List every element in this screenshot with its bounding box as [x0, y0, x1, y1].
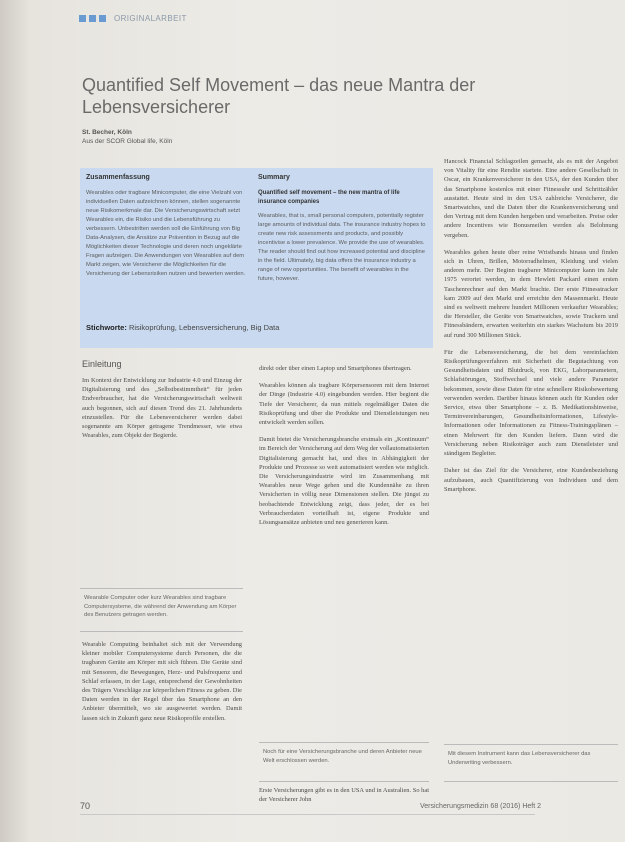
- page-number: 70: [80, 801, 91, 811]
- paragraph: Wearables gehen heute über reine Wristbands hinaus und finden sich in Uhren, Brillen, Motorradhelmen, Kleidung und vielen anderen mehr. Der Beginn tragbarer Minicomputer kann im Jahr 1975 verortet werden, in dem Hewlett Packard einen ersten Taschenrechner auf den Markt brachte. Der erste Fitnesstracker kam 2009 auf den Markt und erreichte den Massenmarkt. Heute sind es weltweit mehrere hundert Millionen verkaufter Wearables; die Hersteller, die Geräte von Smartwatches, sowie Trackern und Fitnessbändern, erwarten weiterhin ein starkes Wachstum bis 2019 auf rund 300 Millionen Stück.: [444, 248, 618, 339]
- article-title: Quantified Self Movement – das neue Mantra der Lebensversicherer: [82, 75, 476, 117]
- paragraph: Hancock Financial Schlagzeilen gemacht, als es mit der Angebot von Vitality für eine Rendite startete. Eine andere Gesellschaft in Oscar, ein Krankenversicherer in den USA, der den Kunden über das Smartphone kostenlos mit einer Fitnessuhr und Schrittzähler ausstattet. Heute sind in den USA zahlreiche Versicherer, die Smartwatches, und die Daten über die Krankenversicherung und den Vertrag mit dem Kunden hergeben und verarbeiten. Preise oder andere Incentives wie Bonusmeilen werden als Belohnung vergeben.: [444, 158, 618, 239]
- abstract-heading-en: Summary: [258, 174, 290, 181]
- blue-square-icon: [99, 15, 106, 22]
- callout-box: Wearable Computer oder kurz Wearables sind tragbare Computersysteme, die während der Anwendung am Körper des Benutzers getragen werden.: [80, 588, 243, 632]
- paragraph: Daher ist das Ziel für die Versicherer, eine Kundenbeziehung aufzubauen, auch Quantifizierung von Individuen und dem Smartphone.: [444, 467, 618, 493]
- abstract-german: [86, 174, 251, 279]
- text-column-1-lower: [82, 640, 242, 795]
- author-block: [82, 128, 172, 146]
- footer-divider: [80, 814, 535, 815]
- paragraph: Für die Lebensversicherung, die bei dem vereinfachten Risikoprüfungsverfahren mit Sicherheit die Begutachtung von Gesundheitsdaten und Blutdruck, von EKG, Laborparametern, Schlafstörungen, Stoffwechsel und viele andere Parameter bekommen, sowie diese Daten für eine schnellere Risikobewertung verwenden werden. Darüber hinaus können auch für Kunden oder Service, etwa über Smartphone – z. B. Medikationshinweise, Terminvereinbarungen, Gesundheitsinformationen, Lifestyle-Informationen oder Informationen zu Fitness-Trainingsplänen – einen Mehrwert für den Kunden liefern. Dann wird die Versicherung neben Risikoträger auch zum Dienstleister und ständigem Begleiter.: [444, 348, 618, 458]
- abstract-english: [258, 174, 426, 284]
- keywords-label: Stichworte:: [86, 323, 127, 332]
- keywords-text: Risikoprüfung, Lebensversicherung, Big Data: [128, 323, 280, 332]
- paragraph: Damit bietet die Versicherungsbranche erstmals ein „Kontinuum“ im Bereich der Versicherung auf dem Weg der vollautomatisierten Digitalisierung gemacht hat, und dies in Abhängigkeit der Produkte und Prozesse so weit automatisiert werden wie möglich. Die Versicherungsindustrie wird im Zusammenhang mit Wearables neue Wege gehen und die Kundennähe zu ihren Versicherten in völlig neue Dimensionen stellen. Die jüngst zu beobachtende Entwicklung zeigt, dass jeder, der es bei Verbraucherdaten vorteilhaft ist, eigene Produkte und Lösungsansätze anbieten und neu generieren kann.: [259, 436, 429, 527]
- text-column-3: [444, 157, 618, 737]
- section-header: [79, 14, 187, 23]
- abstract-text-de: Wearables oder tragbare Minicomputer, die eine Vielzahl von individuellen Daten aufzeichnen können, stellen sogenannte neue Risikomerkmale dar. Die Versicherungswirtschaft setzt Wearables ein, die Risiko und die Lebensführung zu verbessern. Unbestritten werden soll die Einführung von Big Data-Analysen, die Ansätze zur Prävention in Bezug auf die Möglichkeiten dieser Technologie und deren noch ungeklärte Fragen aufzeigen. Die Anwendungen von Wearables auf dem Markt zeigen, wie Versicherer die Möglichkeiten für die Versicherung der Lebensrisiken nutzen und bewerten werden.: [86, 190, 246, 277]
- blue-square-icon: [89, 15, 96, 22]
- section-heading-intro: Einleitung: [82, 359, 122, 369]
- text-column-2-lower: [259, 786, 429, 804]
- abstract-heading-de: Zusammenfassung: [86, 174, 150, 181]
- page-gutter-shadow: [0, 0, 30, 842]
- journal-reference: Versicherungsmedizin 68 (2016) Heft 2: [420, 803, 542, 810]
- abstract-subheading-en: Quantified self movement – the new mantra of life insurance companies: [258, 190, 400, 205]
- paragraph: Erste Versicherungen gibt es in den USA und in Australien. So hat der Versicherer John: [259, 787, 429, 804]
- author-name: St. Becher, Köln: [82, 129, 132, 136]
- section-label: ORIGINALARBEIT: [114, 14, 187, 23]
- blue-square-icon: [79, 15, 86, 22]
- paragraph: direkt oder über einen Laptop und Smartphones übertragen.: [259, 365, 412, 372]
- text-column-1: [82, 376, 242, 448]
- paragraph: Wearable Computing beinhaltet sich mit der Verwendung kleiner mobiler Computersysteme durch Personen, die die tragbaren Geräte am Körper mit sich führen. Die Geräte sind mit Sensoren, die Bewegungen, Herz- und Pulsfrequenz und Schlaf erfassen, in der Lage, entsprechend der Gewohnheiten des Trägers Vorschläge zur körperlichen Fitness zu geben. Die Daten werden in der Regel über das Smartphone an den Anbieter übermittelt, wo sie ausgewertet werden. Damit lassen sich in Zukunft ganz neue Risikoprofile erstellen.: [82, 641, 242, 722]
- paragraph: Im Kontext der Entwicklung zur Industrie 4.0 und Einzug der Digitalisierung und des „Selbstbestimmtheit“ für jeden Endverbraucher, hat die Versicherungswirtschaft weltweit auch begonnen, sich auf diesen Trend des 21. Jahrhunderts einzustellen. Für die Lebensversicherer werden dabei sogenannte am Körper getragene Trendmesser, wie etwa Wearables, zum Objekt der Begierde.: [82, 377, 242, 440]
- callout-box: Noch für eine Versicherungsbranche und deren Anbieter neue Welt erschlossen werden.: [259, 742, 429, 782]
- abstract-text-en: Wearables, that is, small personal computers, potentially register large amounts of individual data. The insurance industry hopes to create new risk assessments and products, and possibly incentivise a lower prevalence. We provide the use of wearables. The reader should find out how increased potential and discipline in the field. Ultimately, big data offers the insurance industry a range of new opportunities. The benefit of wearables in the future, however.: [258, 213, 426, 282]
- abstract-box: [80, 168, 433, 348]
- text-column-2: [259, 364, 429, 734]
- keywords: [86, 323, 279, 332]
- callout-box: Mit diesem Instrument kann das Lebensversicherer das Underwriting verbessern.: [444, 744, 618, 782]
- paragraph: Wearables können als tragbare Körpersensoren mit dem Internet der Dinge (Industrie 4.0) eingebunden werden. Hier beginnt die Tiefe der Versicherer, da nun mittels regelmäßiger Daten die Risikoprüfung und über die Produkte und Dienstleistungen neu entwickelt werden sollen.: [259, 382, 429, 427]
- author-affiliation: Aus der SCOR Global life, Köln: [82, 138, 173, 145]
